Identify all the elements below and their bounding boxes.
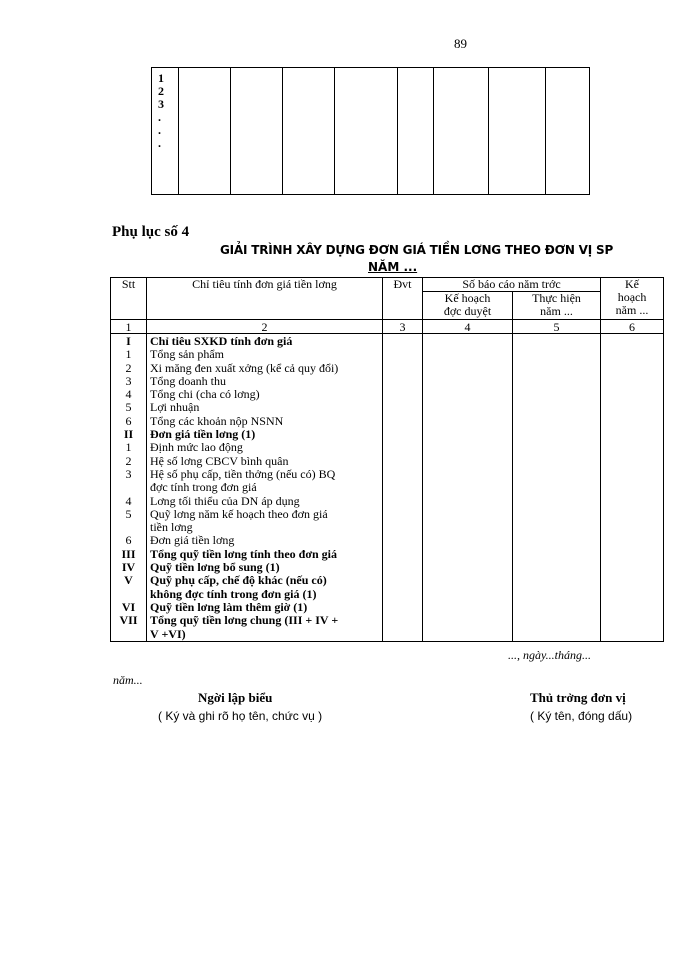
column-number-row — [111, 320, 664, 334]
header-indicator: Chỉ tiêu tính đơn giá tiền lơng — [147, 278, 383, 320]
empty-cell — [546, 68, 590, 195]
indicator-column — [147, 334, 383, 642]
row-indicator: Tổng quỹ tiền lơng chung (III + IV + — [150, 614, 339, 628]
row-indicator: Tổng chi (cha có lơng) — [150, 388, 260, 402]
table-header-row — [111, 278, 664, 292]
column-number: 6 — [601, 320, 664, 334]
place-date-line: ..., ngày...tháng... — [508, 648, 591, 662]
year-line: năm... — [113, 673, 143, 687]
row-stt: 3 — [125, 374, 132, 388]
row-stt — [114, 628, 143, 641]
empty-cell — [179, 68, 231, 195]
header-stt: Stt — [111, 278, 147, 320]
row-stt: 6 — [125, 534, 132, 548]
row-indicator: Tổng sản phẩm — [150, 348, 224, 362]
column-number: 1 — [111, 320, 147, 334]
row-stt: 1 — [125, 441, 132, 455]
row-stt: III — [121, 547, 136, 561]
empty-cell — [489, 68, 546, 195]
row-indicator: Hệ số phụ cấp, tiền thởng (nếu có) BQ — [150, 467, 336, 481]
empty-cell — [434, 68, 489, 195]
header-actual — [513, 292, 601, 320]
continuation-table — [151, 67, 590, 195]
stt-column — [111, 334, 147, 642]
row-stt: IV — [121, 561, 136, 575]
index-cell — [152, 68, 179, 195]
column-number: 5 — [513, 320, 601, 334]
index-item: 1 — [158, 71, 164, 85]
row-indicator: Tổng quỹ tiền lơng tính theo đơn giá — [150, 547, 338, 561]
row-stt: 5 — [125, 401, 132, 415]
row-indicator: Hệ số lơng CBCV bình quân — [150, 454, 289, 468]
empty-cell — [231, 68, 283, 195]
column-number: 3 — [383, 320, 423, 334]
approved-plan-column — [423, 334, 513, 642]
row-indicator: Đơn giá tiền lơng (1) — [150, 428, 256, 442]
row-stt: VI — [121, 600, 136, 614]
row-indicator: Tổng doanh thu — [150, 374, 226, 388]
row-stt: 4 — [125, 494, 132, 508]
row-indicator: Xi măng đen xuất xởng (kể cả quy đổi) — [150, 361, 339, 375]
row-stt: 2 — [125, 454, 132, 468]
row-stt: 4 — [125, 388, 132, 402]
row-indicator: Quỹ phụ cấp, chế độ khác (nếu có) — [150, 574, 327, 588]
row-indicator: không đợc tính trong đơn giá (1) — [150, 587, 317, 601]
row-stt: II — [123, 428, 134, 442]
header-line: năm ... — [540, 304, 573, 318]
header-report-group: Số báo cáo năm trớc — [423, 278, 601, 292]
row-indicator: Chỉ tiêu SXKD tính đơn giá — [150, 335, 293, 348]
row-indicator: Đơn giá tiền lơng — [150, 534, 235, 548]
header-line: năm ... — [615, 303, 649, 317]
index-item: 3 — [158, 97, 164, 111]
row-stt — [114, 588, 143, 601]
row-stt — [114, 481, 143, 494]
index-item: 2 — [158, 84, 164, 98]
row-indicator: Lơng tối thiểu của DN áp dụng — [150, 494, 300, 508]
row-indicator: Quỹ tiền lơng bổ sung (1) — [150, 561, 280, 575]
preparer-note: ( Ký và ghi rõ họ tên, chức vụ ) — [158, 709, 323, 723]
unit-head-title: Thủ trởng đơn vị — [530, 690, 626, 705]
row-indicator: Định mức lao động — [150, 441, 243, 455]
row-indicator: Quỹ lơng năm kế hoạch theo đơn giá — [150, 507, 328, 521]
row-indicator: tiền lơng — [150, 521, 193, 535]
header-line: Kế hoạch — [444, 291, 491, 305]
row-stt — [114, 521, 143, 534]
row-indicator: Quỹ tiền lơng làm thêm giờ (1) — [150, 600, 308, 614]
row-stt: 1 — [125, 348, 132, 362]
row-stt: 6 — [125, 414, 132, 428]
header-line: Thực hiện — [532, 291, 581, 305]
empty-cell — [398, 68, 434, 195]
header-line: hoạch — [617, 290, 647, 304]
row-stt: I — [126, 335, 131, 348]
empty-cell — [335, 68, 398, 195]
row-indicator: Tổng các khoản nộp NSNN — [150, 414, 284, 428]
index-item: . — [158, 123, 161, 137]
unit-head-note: ( Ký tên, đóng dấu) — [530, 709, 633, 723]
empty-cell — [283, 68, 335, 195]
appendix-title: Phụ lục số 4 — [112, 224, 190, 240]
continuation-row — [152, 68, 590, 195]
row-stt: VII — [119, 614, 138, 628]
row-stt: V — [124, 574, 133, 588]
unit-column — [383, 334, 423, 642]
table-body-row — [111, 334, 664, 642]
header-line: đợc duyệt — [443, 304, 492, 318]
header-approved-plan — [423, 292, 513, 320]
row-indicator: đợc tính trong đơn giá — [150, 481, 257, 495]
header-unit: Đvt — [383, 278, 423, 320]
row-stt: 5 — [125, 507, 132, 521]
document-year: NĂM ... — [368, 260, 418, 274]
column-number: 2 — [147, 320, 383, 334]
wage-rate-table — [110, 277, 664, 642]
column-number: 4 — [423, 320, 513, 334]
header-line: Kế — [625, 277, 640, 291]
row-indicator: V +VI) — [150, 627, 186, 641]
plan-year-column — [601, 334, 664, 642]
row-indicator: Lợi nhuận — [150, 401, 200, 415]
index-item: . — [158, 110, 161, 124]
actual-column — [513, 334, 601, 642]
row-stt: 3 — [125, 467, 132, 481]
row-stt: 2 — [125, 361, 132, 375]
page-number: 89 — [454, 36, 467, 51]
preparer-title: Ngời lập biểu — [198, 690, 273, 705]
header-plan-year — [601, 278, 664, 320]
index-item: . — [158, 136, 161, 150]
document-title: GIẢI TRÌNH XÂY DỰNG ĐƠN GIÁ TIỀN LƠNG THEO ĐƠN VỊ SP — [220, 243, 614, 257]
